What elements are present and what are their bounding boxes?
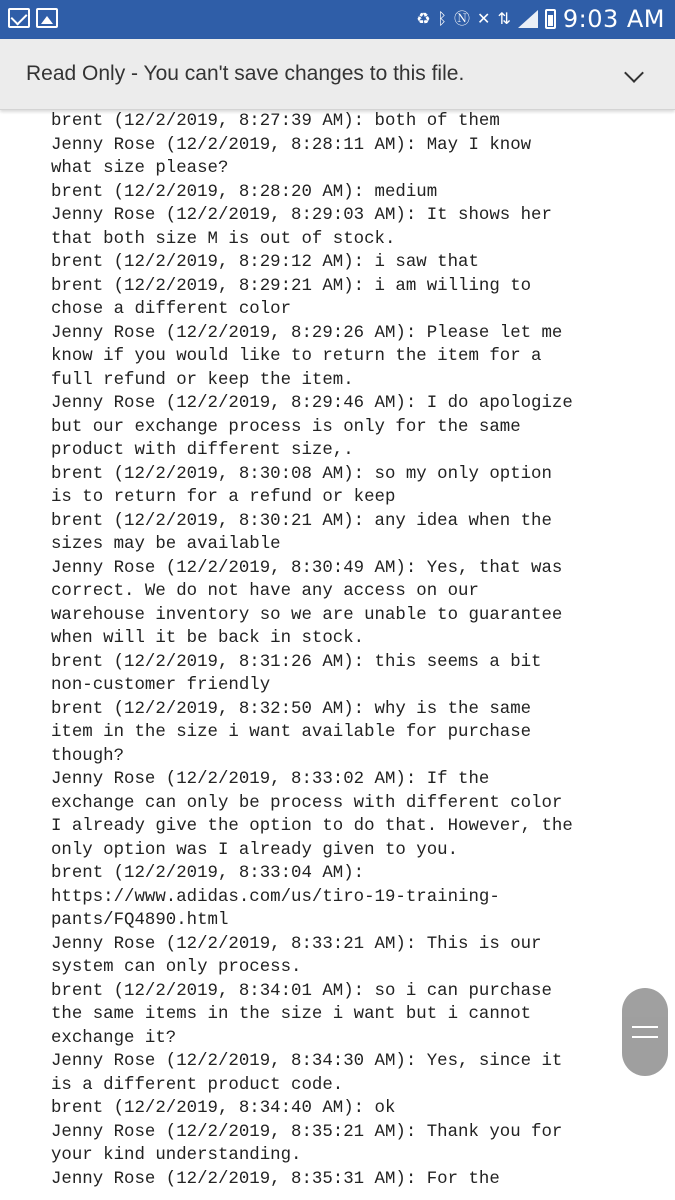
document-line: brent (12/2/2019, 8:27:39 AM): both of them [51,112,500,131]
document-line: Jenny Rose (12/2/2019, 8:29:46 AM): I do apologize [51,394,573,413]
read-only-message: Read Only - You can't save changes to this file. [26,62,465,85]
document-line: brent (12/2/2019, 8:29:12 AM): i saw that [51,253,479,272]
document-line: chose a different color [51,300,292,319]
document-line: brent (12/2/2019, 8:34:40 AM): ok [51,1099,396,1118]
document-line: I already give the option to do that. However, the [51,817,573,836]
clock: 9:03 AM [562,5,665,33]
document-content[interactable] [51,110,651,1200]
document-line: full refund or keep the item. [51,370,354,390]
document-line: brent (12/2/2019, 8:32:50 AM): why is the same [51,699,532,719]
document-line: brent (12/2/2019, 8:29:21 AM): i am willing to [51,276,532,296]
document-line: Jenny Rose (12/2/2019, 8:35:31 AM): For the [51,1169,500,1189]
system-icons [416,3,665,35]
document-line: Jenny Rose (12/2/2019, 8:29:26 AM): Please let me [51,323,563,343]
drag-handle-icon [632,1026,658,1028]
scroll-handle[interactable] [622,988,668,1076]
image-icon [36,8,58,28]
document-line: pants/FQ4890.html [51,911,229,930]
document-line: Jenny Rose (12/2/2019, 8:35:21 AM): Thank you for [51,1122,563,1142]
document-line: brent (12/2/2019, 8:33:04 AM): [51,864,365,883]
document-line: Jenny Rose (12/2/2019, 8:33:21 AM): This is our [51,934,542,954]
document-line: system can only process. [51,958,302,977]
document-line: Jenny Rose (12/2/2019, 8:33:02 AM): If the [51,770,490,789]
document-line: brent (12/2/2019, 8:31:26 AM): this seems a bit [51,652,542,672]
document-line: your kind understanding. [51,1146,302,1165]
vibrate-icon: ✕ [477,9,491,28]
document-line: what size please? [51,159,229,178]
document-line: is a different product code. [51,1075,344,1095]
nfc-icon: Ⓝ [454,9,471,28]
bluetooth-icon: ᛒ [437,9,448,28]
document-line: https://www.adidas.com/us/tiro-19-training- [51,887,500,907]
document-line: the same items in the size i want but i cannot [51,1005,532,1024]
document-line: warehouse inventory so we are unable to guarantee [51,605,563,625]
document-line: non-customer friendly [51,676,271,695]
document-line: though? [51,746,125,766]
drag-handle-icon-line [632,1036,658,1038]
document-line: Jenny Rose (12/2/2019, 8:29:03 AM): It shows her [51,206,552,225]
signal-icon [518,10,538,28]
document-line: brent (12/2/2019, 8:34:01 AM): so i can purchase [51,981,552,1001]
battery-saver-icon: ♻ [416,9,431,28]
document-line: brent (12/2/2019, 8:30:21 AM): any idea when the [51,511,552,531]
document-line: when will it be back in stock. [51,629,365,648]
document-line: exchange can only be process with different color [51,793,563,813]
document-line: but our exchange process is only for the same [51,417,521,437]
document-line: product with different size,. [51,441,354,460]
document-line: sizes may be available [51,535,281,554]
document-line: only option was I already given to you. [51,840,459,860]
document-line: brent (12/2/2019, 8:28:20 AM): medium [51,182,438,202]
document-line: exchange it? [51,1028,177,1048]
read-only-banner[interactable] [0,39,675,110]
mail-icon [8,8,30,28]
document-line: is to return for a refund or keep [51,488,396,507]
notification-icons [8,8,58,28]
document-line: item in the size i want available for purchase [51,723,532,742]
document-line: Jenny Rose (12/2/2019, 8:34:30 AM): Yes, since it [51,1052,563,1071]
document-line: brent (12/2/2019, 8:30:08 AM): so my only option [51,464,552,484]
battery-icon [545,9,556,29]
document-line: that both size M is out of stock. [51,229,396,249]
document-line: correct. We do not have any access on our [51,582,479,601]
status-bar [0,0,675,39]
document-line: Jenny Rose (12/2/2019, 8:28:11 AM): May I know [51,135,532,155]
chevron-down-icon[interactable] [624,63,644,83]
document-line: Jenny Rose (12/2/2019, 8:30:49 AM): Yes, that was [51,558,563,578]
data-4g-icon: ⇅ [497,9,511,28]
document-line: know if you would like to return the item for a [51,347,542,366]
